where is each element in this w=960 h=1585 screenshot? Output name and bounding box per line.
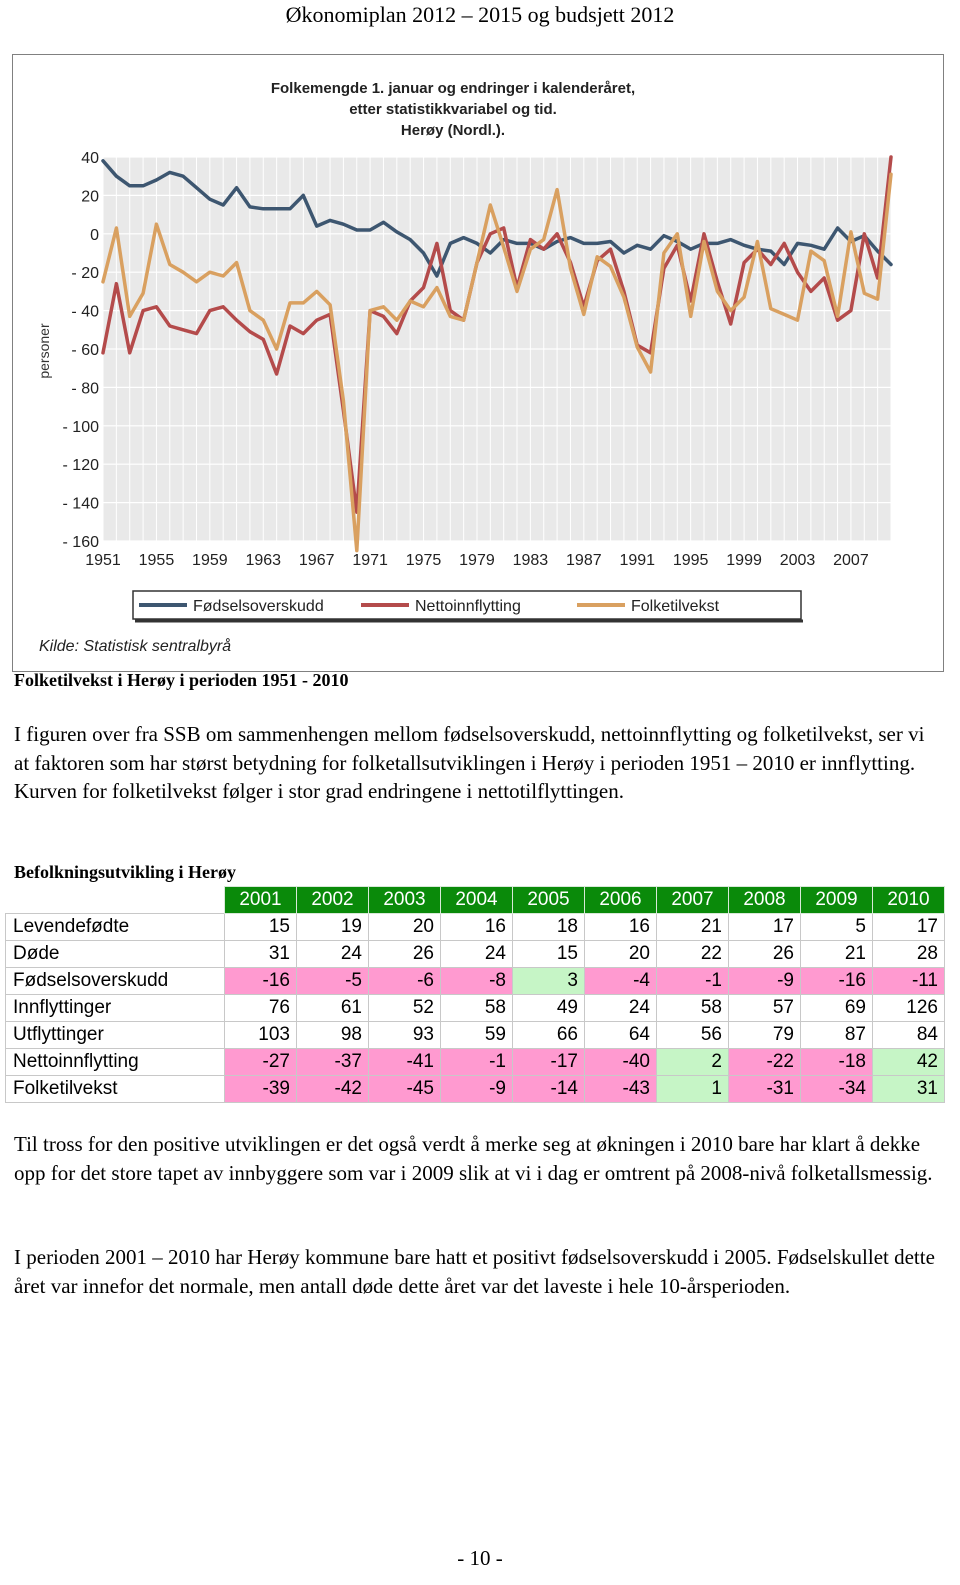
population-table (5, 886, 945, 1103)
table-cell: -1 (441, 1049, 513, 1076)
table-cell: 15 (513, 941, 585, 968)
table-cell: -1 (657, 968, 729, 995)
x-tick-label: 2003 (779, 552, 816, 569)
figure-caption: Folketilvekst i Herøy i perioden 1951 - 2010 (14, 670, 349, 690)
y-tick-label: 0 (90, 226, 99, 244)
table-cell: 24 (585, 995, 657, 1022)
x-tick-label: 1967 (298, 552, 335, 569)
table-title: Befolkningsutvikling i Herøy (14, 862, 237, 882)
chart-figure (12, 54, 944, 672)
table-cell: 56 (657, 1022, 729, 1049)
table-cell: 79 (729, 1022, 801, 1049)
year-header: 2008 (729, 887, 801, 914)
year-header: 2002 (297, 887, 369, 914)
table-cell: 18 (513, 914, 585, 941)
table-cell: 59 (441, 1022, 513, 1049)
table-cell: -6 (369, 968, 441, 995)
table-cell: -43 (585, 1076, 657, 1103)
table-cell: 57 (729, 995, 801, 1022)
x-tick-label: 1963 (245, 552, 282, 569)
table-cell: 66 (513, 1022, 585, 1049)
table-cell: 61 (297, 995, 369, 1022)
table-cell: -27 (225, 1049, 297, 1076)
x-tick-label: 1979 (459, 552, 495, 569)
paragraph-intro: I figuren over fra SSB om sammenhengen mellom fødselsoverskudd, nettoinnflytting og folketilvekst, ser vi at faktoren som har størst betydning for folketallsutviklingen i Herøy i perioden 1951 – 2010 er innflytting. Kurven for folketilvekst følger i stor grad endringene i nettotilflyttingen. (14, 722, 925, 803)
table-cell: 76 (225, 995, 297, 1022)
table-cell: -41 (369, 1049, 441, 1076)
table-cell: 49 (513, 995, 585, 1022)
table-cell: -9 (441, 1076, 513, 1103)
chart-source: Kilde: Statistisk sentralbyrå (39, 638, 232, 655)
table-cell: 20 (585, 941, 657, 968)
table-cell: 24 (297, 941, 369, 968)
table-cell: 1 (657, 1076, 729, 1103)
table-cell: -16 (801, 968, 873, 995)
row-label: Folketilvekst (6, 1076, 225, 1103)
table-cell: -17 (513, 1049, 585, 1076)
table-cell: 2 (657, 1049, 729, 1076)
y-tick-label: - 140 (62, 495, 99, 513)
y-tick-label: - 100 (62, 418, 99, 436)
table-cell: 52 (369, 995, 441, 1022)
table-row (6, 941, 945, 968)
table-cell: 16 (585, 914, 657, 941)
table-cell: 58 (657, 995, 729, 1022)
table-cell: 17 (873, 914, 945, 941)
table-cell: -9 (729, 968, 801, 995)
table-cell: 58 (441, 995, 513, 1022)
table-cell: 21 (801, 941, 873, 968)
table-corner (6, 887, 225, 914)
x-tick-label: 1983 (512, 552, 549, 569)
chart-title-line: Herøy (Nordl.). (400, 122, 506, 139)
y-tick-label: - 80 (71, 380, 99, 398)
table-cell: -40 (585, 1049, 657, 1076)
row-label: Døde (6, 941, 225, 968)
row-label: Innflyttinger (6, 995, 225, 1022)
page-number: - 10 - (457, 1546, 503, 1570)
table-cell: 64 (585, 1022, 657, 1049)
y-axis-label: personer (36, 323, 52, 379)
table-row (6, 1022, 945, 1049)
table-cell: 42 (873, 1049, 945, 1076)
row-label: Utflyttinger (6, 1022, 225, 1049)
table-row (6, 1049, 945, 1076)
x-tick-label: 1975 (405, 552, 442, 569)
x-tick-label: 1951 (85, 552, 121, 569)
table-cell: 126 (873, 995, 945, 1022)
table-cell: 103 (225, 1022, 297, 1049)
year-header: 2003 (369, 887, 441, 914)
x-tick-label: 1987 (566, 552, 602, 569)
table-cell: -16 (225, 968, 297, 995)
year-header: 2006 (585, 887, 657, 914)
row-label: Nettoinnflytting (6, 1049, 225, 1076)
legend-label: Nettoinnflytting (415, 598, 521, 615)
table-cell: 69 (801, 995, 873, 1022)
table-cell: -11 (873, 968, 945, 995)
table-cell: 17 (729, 914, 801, 941)
chart-title-line: Folkemengde 1. januar og endringer i kalenderåret, (270, 80, 636, 97)
table-cell: 26 (369, 941, 441, 968)
row-label: Fødselsoverskudd (6, 968, 225, 995)
y-tick-label: 20 (81, 188, 99, 206)
table-cell: 98 (297, 1022, 369, 1049)
table-cell: 24 (441, 941, 513, 968)
table-cell: 16 (441, 914, 513, 941)
legend-label: Folketilvekst (631, 598, 720, 615)
table-cell: -34 (801, 1076, 873, 1103)
table-cell: 31 (225, 941, 297, 968)
table-cell: 15 (225, 914, 297, 941)
table-cell: 28 (873, 941, 945, 968)
x-tick-label: 1999 (726, 552, 762, 569)
population-change-chart (13, 55, 943, 671)
table-cell: 21 (657, 914, 729, 941)
table-row (6, 1076, 945, 1103)
table-cell: 19 (297, 914, 369, 941)
table-cell: 31 (873, 1076, 945, 1103)
paragraph-2010-note: Til tross for den positive utviklingen er det også verdt å merke seg at økningen i 2010 bare har klart å dekke opp for det store tapet av innbyggere som var i 2009 slik at vi i dag er omtrent på 2008-nivå folketallsmessig. (14, 1132, 933, 1185)
x-tick-label: 1995 (672, 552, 709, 569)
table-cell: -8 (441, 968, 513, 995)
table-cell: -22 (729, 1049, 801, 1076)
x-tick-label: 1955 (138, 552, 175, 569)
y-tick-label: - 20 (71, 265, 99, 283)
x-tick-label: 1991 (619, 552, 656, 569)
table-row (6, 914, 945, 941)
year-header: 2005 (513, 887, 585, 914)
page-header-title: Økonomiplan 2012 – 2015 og budsjett 2012 (285, 2, 675, 27)
table-cell: -37 (297, 1049, 369, 1076)
y-tick-label: 40 (81, 150, 99, 167)
legend-label: Fødselsoverskudd (193, 598, 324, 615)
y-tick-label: - 60 (71, 342, 99, 359)
y-tick-label: - 160 (62, 534, 99, 551)
table-cell: -31 (729, 1076, 801, 1103)
table-cell: -42 (297, 1076, 369, 1103)
y-tick-label: - 40 (71, 303, 99, 321)
table-cell: 5 (801, 914, 873, 941)
row-label: Levendefødte (6, 914, 225, 941)
table-cell: -4 (585, 968, 657, 995)
table-cell: -5 (297, 968, 369, 995)
y-tick-label: - 120 (62, 457, 99, 475)
table-cell: -14 (513, 1076, 585, 1103)
year-header: 2009 (801, 887, 873, 914)
table-cell: 20 (369, 914, 441, 941)
year-header: 2007 (657, 887, 729, 914)
x-tick-label: 1959 (192, 552, 228, 569)
table-cell: 26 (729, 941, 801, 968)
table-cell: 22 (657, 941, 729, 968)
table-row (6, 995, 945, 1022)
table-row (6, 968, 945, 995)
year-header: 2001 (225, 887, 297, 914)
table-cell: 93 (369, 1022, 441, 1049)
year-header: 2004 (441, 887, 513, 914)
x-tick-label: 1971 (352, 552, 388, 569)
paragraph-birth-surplus: I perioden 2001 – 2010 har Herøy kommune bare hatt et positivt fødselsoverskudd i 2005. Fødselskullet dette året var innefor det normale, men antall døde dette året var det laveste i hele 10-årsperioden. (14, 1245, 935, 1298)
table-cell: -39 (225, 1076, 297, 1103)
table-cell: 3 (513, 968, 585, 995)
x-tick-label: 2007 (833, 552, 869, 569)
chart-title-line: etter statistikkvariabel og tid. (349, 101, 557, 118)
table-cell: -18 (801, 1049, 873, 1076)
year-header: 2010 (873, 887, 945, 914)
table-cell: 87 (801, 1022, 873, 1049)
table-cell: -45 (369, 1076, 441, 1103)
table-cell: 84 (873, 1022, 945, 1049)
